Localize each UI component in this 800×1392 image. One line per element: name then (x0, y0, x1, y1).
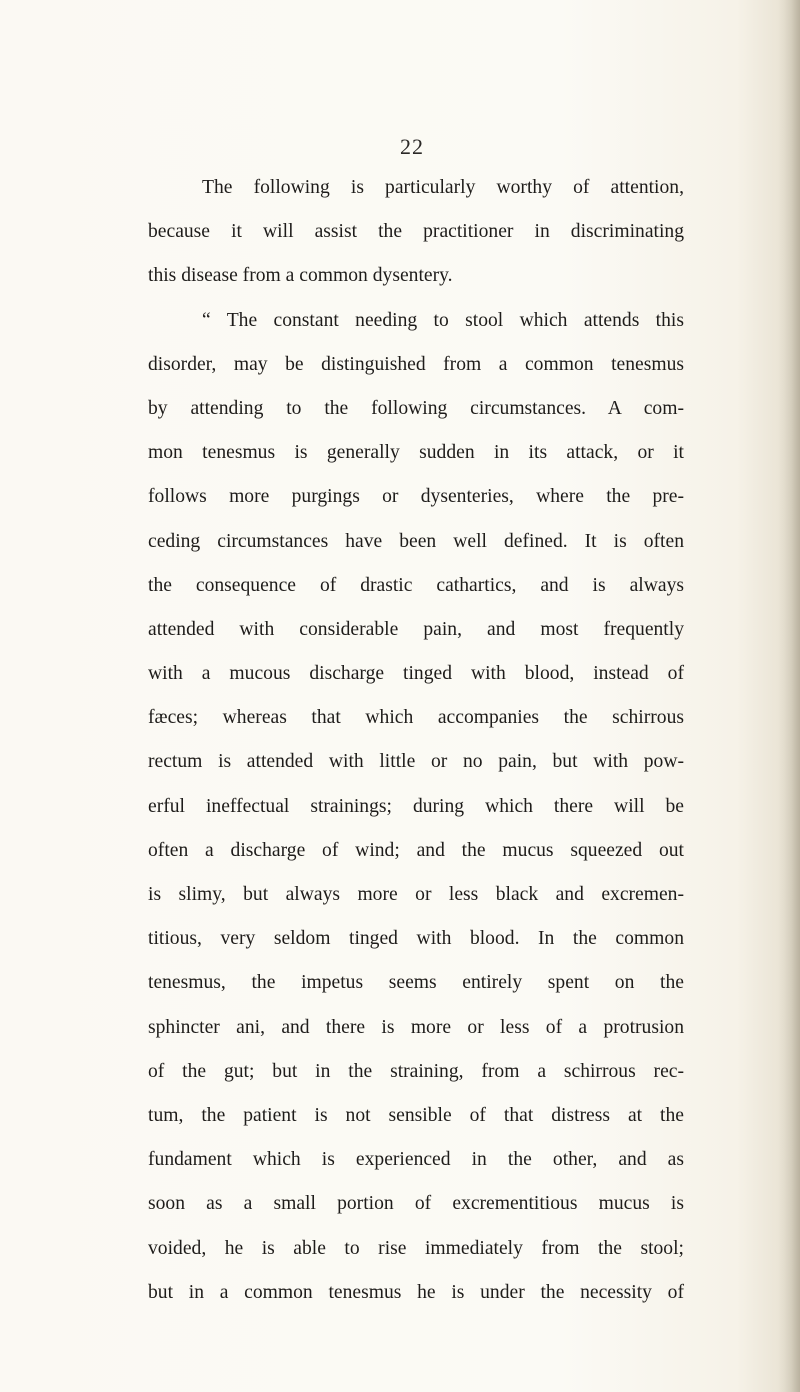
page-edge-shadow (778, 0, 800, 1392)
text-line: but in a common tenesmus he is under the necessity of (148, 1281, 684, 1303)
text-line: the consequence of drastic cathartics, and is always (148, 574, 684, 596)
text-line: erful ineffectual strainings; during which there will be (148, 795, 684, 817)
text-line: voided, he is able to rise immediately from the stool; (148, 1237, 684, 1259)
text-line: ceding circumstances have been well defined. It is often (148, 530, 684, 552)
text-line: is slimy, but always more or less black and excremen- (148, 884, 684, 905)
text-line: sphincter ani, and there is more or less of a protrusion (148, 1016, 684, 1038)
text-line: of the gut; but in the straining, from a schirrous rec- (148, 1060, 684, 1082)
text-line: disorder, may be distinguished from a common tenesmus (148, 353, 684, 375)
text-line: follows more purgings or dysenteries, where the pre- (148, 486, 684, 508)
page-number: 22 (400, 134, 424, 159)
text-line: often a discharge of wind; and the mucus squeezed out (148, 839, 684, 861)
text-line: titious, very seldom tinged with blood. In the common (148, 928, 684, 950)
text-line: by attending to the following circumstances. A com- (148, 397, 684, 419)
text-line: tenesmus, the impetus seems entirely spent on the (148, 972, 684, 994)
body-text (148, 166, 684, 1315)
text-line: because it will assist the practitioner in discriminating (148, 221, 684, 243)
text-line: attended with considerable pain, and most frequently (148, 618, 684, 640)
text-line: mon tenesmus is generally sudden in its attack, or it (148, 442, 684, 464)
text-line: fæces; whereas that which accompanies the schirrous (148, 707, 684, 729)
text-line: The following is particularly worthy of attention, (202, 177, 684, 198)
text-line: soon as a small portion of excrementitious mucus is (148, 1193, 684, 1215)
text-line: rectum is attended with little or no pain, but with pow- (148, 751, 684, 773)
text-line: “ The constant needing to stool which attends this (202, 309, 684, 331)
text-line: this disease from a common dysentery. (148, 265, 453, 287)
text-line: with a mucous discharge tinged with blood, instead of (148, 663, 684, 685)
text-line: fundament which is experienced in the other, and as (148, 1149, 684, 1171)
text-line: tum, the patient is not sensible of that distress at the (148, 1104, 684, 1126)
